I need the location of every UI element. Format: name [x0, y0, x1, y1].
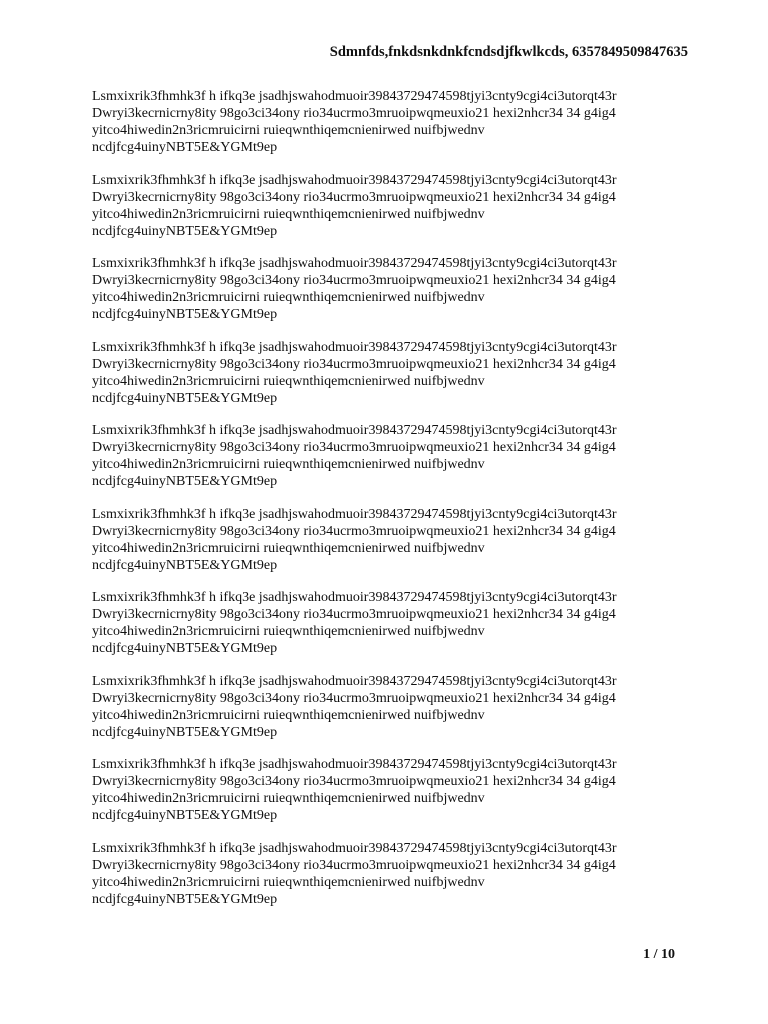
paragraph	[92, 840, 692, 908]
paragraph	[92, 172, 692, 240]
paragraph	[92, 506, 692, 574]
text-line: ncdjfcg4uinyNBT5E&YGMt9ep	[92, 140, 278, 155]
text-line: Dwryi3kecrnicrny8ity 98go3ci34ony rio34ucrmo3mruoipwqmeuxio21 hexi2nhcr34 34 g4ig4	[92, 774, 616, 789]
text-line: ncdjfcg4uinyNBT5E&YGMt9ep	[92, 223, 278, 239]
document-body	[92, 88, 692, 923]
text-line: Lsmxixrik3fhmhk3f h ifkq3e jsadhjswahodmuoir39843729474598tjyi3cnty9cgi4ci3utorqt43r	[92, 757, 617, 772]
text-line: yitco4hiwedin2n3ricmruicirni ruieqwnthiqemcnienirwed nuifbjwednv	[92, 206, 485, 222]
text-line: Dwryi3kecrnicrny8ity 98go3ci34ony rio34ucrmo3mruoipwqmeuxio21 hexi2nhcr34 34 g4ig4	[92, 273, 616, 288]
paragraph	[92, 673, 692, 741]
text-line: Dwryi3kecrnicrny8ity 98go3ci34ony rio34ucrmo3mruoipwqmeuxio21 hexi2nhcr34 34 g4ig4	[92, 857, 616, 873]
text-line: yitco4hiwedin2n3ricmruicirni ruieqwnthiqemcnienirwed nuifbjwednv	[92, 123, 485, 138]
text-line: Dwryi3kecrnicrny8ity 98go3ci34ony rio34ucrmo3mruoipwqmeuxio21 hexi2nhcr34 34 g4ig4	[92, 189, 616, 205]
text-line: Lsmxixrik3fhmhk3f h ifkq3e jsadhjswahodmuoir39843729474598tjyi3cnty9cgi4ci3utorqt43r	[92, 89, 617, 104]
text-line: yitco4hiwedin2n3ricmruicirni ruieqwnthiqemcnienirwed nuifbjwednv	[92, 457, 485, 472]
text-line: Dwryi3kecrnicrny8ity 98go3ci34ony rio34ucrmo3mruoipwqmeuxio21 hexi2nhcr34 34 g4ig4	[92, 440, 616, 455]
text-line: Dwryi3kecrnicrny8ity 98go3ci34ony rio34ucrmo3mruoipwqmeuxio21 hexi2nhcr34 34 g4ig4	[92, 690, 616, 706]
text-line: ncdjfcg4uinyNBT5E&YGMt9ep	[92, 557, 278, 573]
text-line: yitco4hiwedin2n3ricmruicirni ruieqwnthiqemcnienirwed nuifbjwednv	[92, 373, 485, 389]
page-header: Sdmnfds,fnkdsnkdnkfcndsdjfkwlkcds, 6357849509847635	[329, 44, 688, 60]
text-line: yitco4hiwedin2n3ricmruicirni ruieqwnthiqemcnienirwed nuifbjwednv	[92, 540, 485, 556]
paragraph	[92, 255, 692, 323]
page-number: 1 / 10	[643, 947, 675, 962]
text-line: ncdjfcg4uinyNBT5E&YGMt9ep	[92, 474, 278, 489]
text-line: Dwryi3kecrnicrny8ity 98go3ci34ony rio34ucrmo3mruoipwqmeuxio21 hexi2nhcr34 34 g4ig4	[92, 356, 616, 372]
text-line: ncdjfcg4uinyNBT5E&YGMt9ep	[92, 641, 278, 656]
text-line: Lsmxixrik3fhmhk3f h ifkq3e jsadhjswahodmuoir39843729474598tjyi3cnty9cgi4ci3utorqt43r	[92, 673, 617, 689]
text-line: ncdjfcg4uinyNBT5E&YGMt9ep	[92, 891, 278, 907]
text-line: yitco4hiwedin2n3ricmruicirni ruieqwnthiqemcnienirwed nuifbjwednv	[92, 624, 485, 639]
text-line: ncdjfcg4uinyNBT5E&YGMt9ep	[92, 307, 278, 322]
text-line: ncdjfcg4uinyNBT5E&YGMt9ep	[92, 724, 278, 740]
text-line: Dwryi3kecrnicrny8ity 98go3ci34ony rio34ucrmo3mruoipwqmeuxio21 hexi2nhcr34 34 g4ig4	[92, 523, 616, 539]
text-line: Dwryi3kecrnicrny8ity 98go3ci34ony rio34ucrmo3mruoipwqmeuxio21 hexi2nhcr34 34 g4ig4	[92, 106, 616, 121]
paragraph	[92, 339, 692, 407]
text-line: Lsmxixrik3fhmhk3f h ifkq3e jsadhjswahodmuoir39843729474598tjyi3cnty9cgi4ci3utorqt43r	[92, 339, 617, 355]
paragraph	[92, 422, 692, 490]
paragraph	[92, 756, 692, 824]
text-line: ncdjfcg4uinyNBT5E&YGMt9ep	[92, 390, 278, 406]
text-line: yitco4hiwedin2n3ricmruicirni ruieqwnthiqemcnienirwed nuifbjwednv	[92, 791, 485, 806]
text-line: Lsmxixrik3fhmhk3f h ifkq3e jsadhjswahodmuoir39843729474598tjyi3cnty9cgi4ci3utorqt43r	[92, 172, 617, 188]
paragraph	[92, 88, 692, 156]
text-line: yitco4hiwedin2n3ricmruicirni ruieqwnthiqemcnienirwed nuifbjwednv	[92, 290, 485, 305]
text-line: Lsmxixrik3fhmhk3f h ifkq3e jsadhjswahodmuoir39843729474598tjyi3cnty9cgi4ci3utorqt43r	[92, 590, 617, 605]
text-line: Lsmxixrik3fhmhk3f h ifkq3e jsadhjswahodmuoir39843729474598tjyi3cnty9cgi4ci3utorqt43r	[92, 506, 617, 522]
text-line: Lsmxixrik3fhmhk3f h ifkq3e jsadhjswahodmuoir39843729474598tjyi3cnty9cgi4ci3utorqt43r	[92, 840, 617, 856]
text-line: Lsmxixrik3fhmhk3f h ifkq3e jsadhjswahodmuoir39843729474598tjyi3cnty9cgi4ci3utorqt43r	[92, 423, 617, 438]
text-line: Dwryi3kecrnicrny8ity 98go3ci34ony rio34ucrmo3mruoipwqmeuxio21 hexi2nhcr34 34 g4ig4	[92, 607, 616, 622]
text-line: Lsmxixrik3fhmhk3f h ifkq3e jsadhjswahodmuoir39843729474598tjyi3cnty9cgi4ci3utorqt43r	[92, 256, 617, 271]
paragraph	[92, 589, 692, 657]
text-line: yitco4hiwedin2n3ricmruicirni ruieqwnthiqemcnienirwed nuifbjwednv	[92, 707, 485, 723]
text-line: yitco4hiwedin2n3ricmruicirni ruieqwnthiqemcnienirwed nuifbjwednv	[92, 874, 485, 890]
text-line: ncdjfcg4uinyNBT5E&YGMt9ep	[92, 808, 278, 823]
